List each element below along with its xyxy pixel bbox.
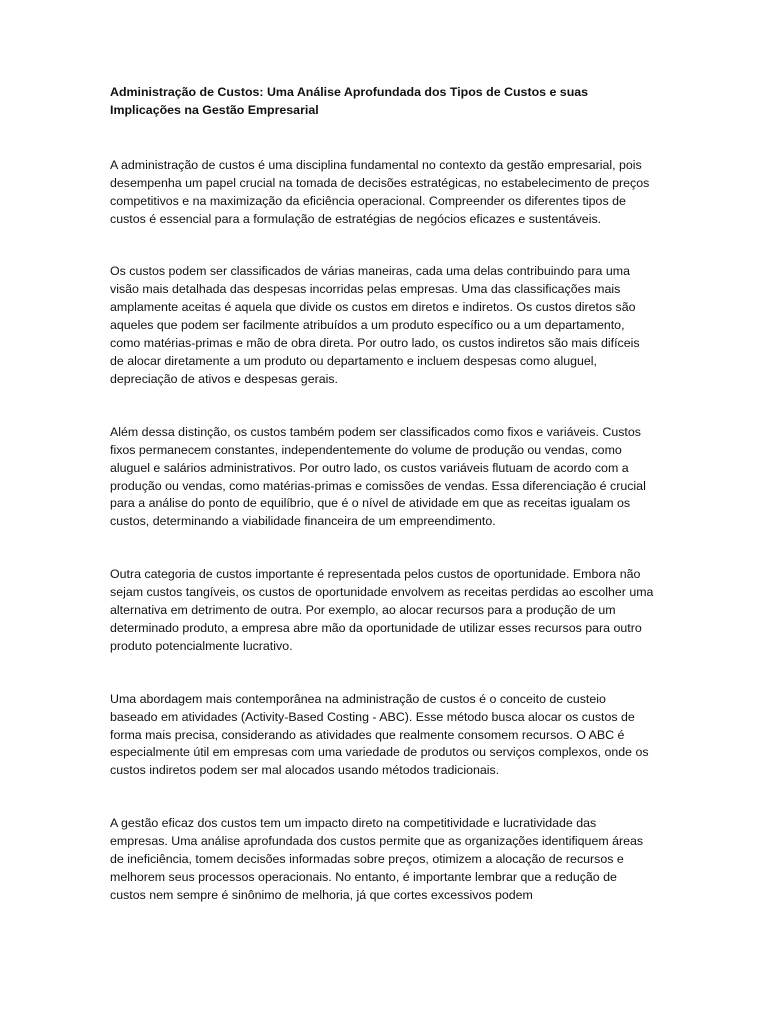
paragraph-1: A administração de custos é uma disciplina fundamental no contexto da gestão empresarial, pois desempenha um papel crucial na tomada de decisões estratégicas, no estabelecimento de preços competitivos e na maximização da eficiência operacional. Compreender os diferentes tipos de custos é essencial para a formulação de estratégias de negócios eficazes e sustentáveis. (110, 157, 650, 226)
paragraph-3: Além dessa distinção, os custos também podem ser classificados como fixos e variáveis. Custos fixos permanecem constantes, independentemente do volume de produção ou vendas, como aluguel e salários administrativos. Por outro lado, os custos variáveis flutuam de acordo com a produção ou vendas, como matérias-primas e comissões de vendas. Essa diferenciação é crucial para a análise do ponto de equilíbrio, que é o nível de atividade em que as receitas igualam os custos, determinando a viabilidade financeira de um empreendimento. (110, 424, 646, 529)
paragraph-5: Uma abordagem mais contemporânea na administração de custos é o conceito de custeio baseado em atividades (Activity-Based Costing - ABC). Esse método busca alocar os custos de forma mais precisa, considerando as atividades que realmente consomem recursos. O ABC é especialmente útil em empresas com uma variedade de produtos ou serviços complexos, onde os custos indiretos podem ser mal alocados usando métodos tradicionais. (110, 691, 649, 778)
paragraph-6: A gestão eficaz dos custos tem um impacto direto na competitividade e lucratividade das empresas. Uma análise aprofundada dos custos permite que as organizações identifiquem áreas de ineficiência, tomem decisões informadas sobre preços, otimizem a alocação de recursos e melhorem seus processos operacionais. No entanto, é importante lembrar que a redução de custos nem sempre é sinônimo de melhoria, já que cortes excessivos podem (110, 816, 644, 902)
paragraph-4: Outra categoria de custos importante é representada pelos custos de oportunidade. Embora não sejam custos tangíveis, os custos de oportunidade envolvem as receitas perdidas ao escolher uma alternativa em detrimento de outra. Por exemplo, ao alocar recursos para a produção de um determinado produto, a empresa abre mão da oportunidade de utilizar esses recursos para outro produto potencialmente lucrativo. (110, 567, 654, 653)
document-body (110, 84, 655, 940)
document-title: Administração de Custos: Uma Análise Aprofundada dos Tipos de Custos e suas Implicações na Gestão Empresarial (110, 85, 589, 117)
paragraph-2: Os custos podem ser classificados de várias maneiras, cada uma delas contribuindo para uma visão mais detalhada das despesas incorridas pelas empresas. Uma das classificações mais amplamente aceitas é aquela que divide os custos em diretos e indiretos. Os custos diretos são aqueles que podem ser facilmente atribuídos a um produto específico ou a um departamento, como matérias-primas e mão de obra direta. Por outro lado, os custos indiretos são mais difíceis de alocar diretamente a um produto ou departamento e incluem despesas como aluguel, depreciação de ativos e despesas gerais. (110, 264, 640, 386)
